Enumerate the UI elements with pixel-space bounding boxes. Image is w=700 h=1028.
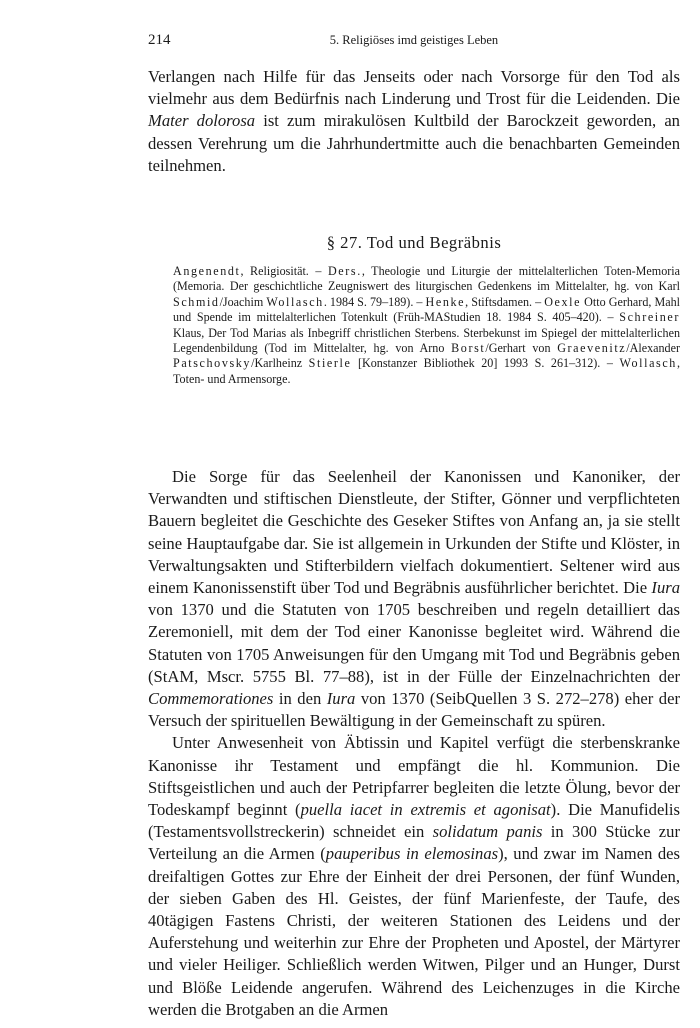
author-name: Wollasch [266,294,324,309]
author-name: Wollasch [619,356,677,371]
italic-term: Iura [651,578,680,598]
paragraph-1 [148,466,680,732]
paragraph-text: Unter Anwesenheit von Äbtissin und Kapitel verfügt die sterbenskranke Kanonisse ihr Testament und empfängt die hl. Kommunion. Die Stiftsgeistlichen und auch der Petripfarrer begleiten die letzte Ölung, bevor der Todeskampf beginnt ( [148,733,680,820]
biblio-text: Otto Gerhard, Mahl und Spende im mittelalterlichen Totenkult (Früh-MAStudien 18. 1984 S. 405–420). – [173,294,680,325]
author-name: Schmid [173,294,220,309]
italic-term: pauperibus in elemosinas [325,844,499,864]
biblio-text: Klaus, Der Tod Marias als Inbegriff christlichen Sterbens. Sterbekunst im Spiegel der mittelalterlichen Legendenbildung (Tod im Mittelalter, hg. von Arno [173,325,680,356]
biblio-text: , Stiftsdamen. – [465,294,545,309]
paragraph-text: Die Sorge für das Seelenheil der Kanonissen und Kanoniker, der Verwandten und stiftischen Dienstleute, der Stifter, Gönner und verpflichteten Bauern begleitet die Geschichte des Geseker Stiftes von Anfang an, ja sie stellt seine Hauptaufgabe dar. Sie ist allgemein in Urkunden der Stifte und Klöster, in Verwaltungsakten und Stifterbildern vielfach dokumentiert. Seltener wird aus einem Kanonissenstift über Tod und Begräbnis ausführlicher berichtet. Die [148,467,680,598]
author-name: Patschovsky [173,356,252,371]
intro-text: ist zum mirakulösen Kultbild der Barockzeit geworden, an dessen Verehrung um die Jahrhundertmitte auch die benachbarten Gemeinden teilnehmen. [148,111,680,175]
biblio-text: [Konstanzer Bibliothek 20] 1993 S. 261–312). – [351,356,620,371]
paragraph-text: in 300 Stücke zur Verteilung an die Armen ( [148,822,680,864]
intro-italic-term: Mater dolorosa [148,111,256,131]
section-heading: § 27. Tod und Begräbnis [326,233,502,252]
paragraph-text: in den [273,689,327,709]
biblio-text: /Karlheinz [251,356,309,371]
biblio-text: /Alexander [626,341,680,356]
bibliography-block [173,264,680,387]
intro-paragraph [148,66,680,177]
main-text [148,466,680,1021]
author-name: Angenendt [173,264,241,278]
biblio-text: /Gerhart von [485,341,558,356]
author-name: Borst [451,341,486,356]
author-name: Oexle [544,294,582,309]
biblio-text: . 1984 S. 79–189). – [323,294,426,309]
biblio-text: , Theologie und Liturgie der mittelalterlichen Toten-Memoria (Memoria. Der geschichtliche Zeugniswert des liturgischen Gedenkens im Mittelalter, hg. von Karl [173,264,680,294]
biblio-text: /Joachim [219,294,267,309]
author-name: Schreiner [619,310,680,325]
page-number: 214 [148,32,171,48]
paragraph-text: von 1370 und die Statuten von 1705 beschreiben und regeln detailliert das Zeremoniell, mit dem der Tod einer Kanonisse begleitet wird. Während die Statuten von 1705 Anweisungen für den Umgang mit Tod und Begräbnis geben (StAM, Mscr. 5755 Bl. 77–88), ist in der Fülle der Einzelnachrichten der [148,600,680,686]
italic-term: puella iacet in extremis et agonisat [300,800,551,820]
author-name: Stierle [308,356,352,371]
intro-text: Verlangen nach Hilfe für das Jenseits oder nach Vorsorge für den Tod als vielmehr aus dem Bedürfnis nach Linderung und Trost für die Leidenden. Die [148,67,680,109]
paragraph-text: von 1370 (SeibQuellen 3 S. 272–278) eher der Versuch der spirituellen Bewältigung in der Gemeinschaft zu spüren. [148,689,680,731]
paragraph-2 [148,732,680,1021]
page-header [148,32,680,50]
author-name: Henke [425,294,466,309]
running-title: 5. Religiöses imd geistiges Leben [329,33,499,47]
italic-term: solidatum panis [432,822,543,842]
biblio-text: , Religiosität. – [240,264,328,278]
paragraph-text: ). Die Manufidelis (Testamentsvollstreckerin) schneidet ein [148,800,680,842]
italic-term: Commemorationes [148,689,274,709]
paragraph-text: ), und zwar im Namen des dreifaltigen Gottes zur Ehre der Einheit der drei Personen, der fünf Wunden, der sieben Gaben des Hl. Geistes, der fünf Marienfeste, der Taufe, des 40tägigen Fastens Christi, der weiteren Stationen des Leidens und der Auferstehung und weiterhin zur Ehre der Propheten und Apostel, der Märtyrer und vieler Heiliger. Schließlich werden Witwen, Pilger und an Hunger, Durst und Blöße Leidende angerufen. Während des Leichenzuges in die Kirche werden die Brotgaben an die Armen [148,844,680,1019]
italic-term: Iura [326,689,356,709]
author-name: Ders. [327,264,362,278]
biblio-text: , Toten- und Armensorge. [173,356,680,386]
author-name: Graevenitz [557,341,627,356]
